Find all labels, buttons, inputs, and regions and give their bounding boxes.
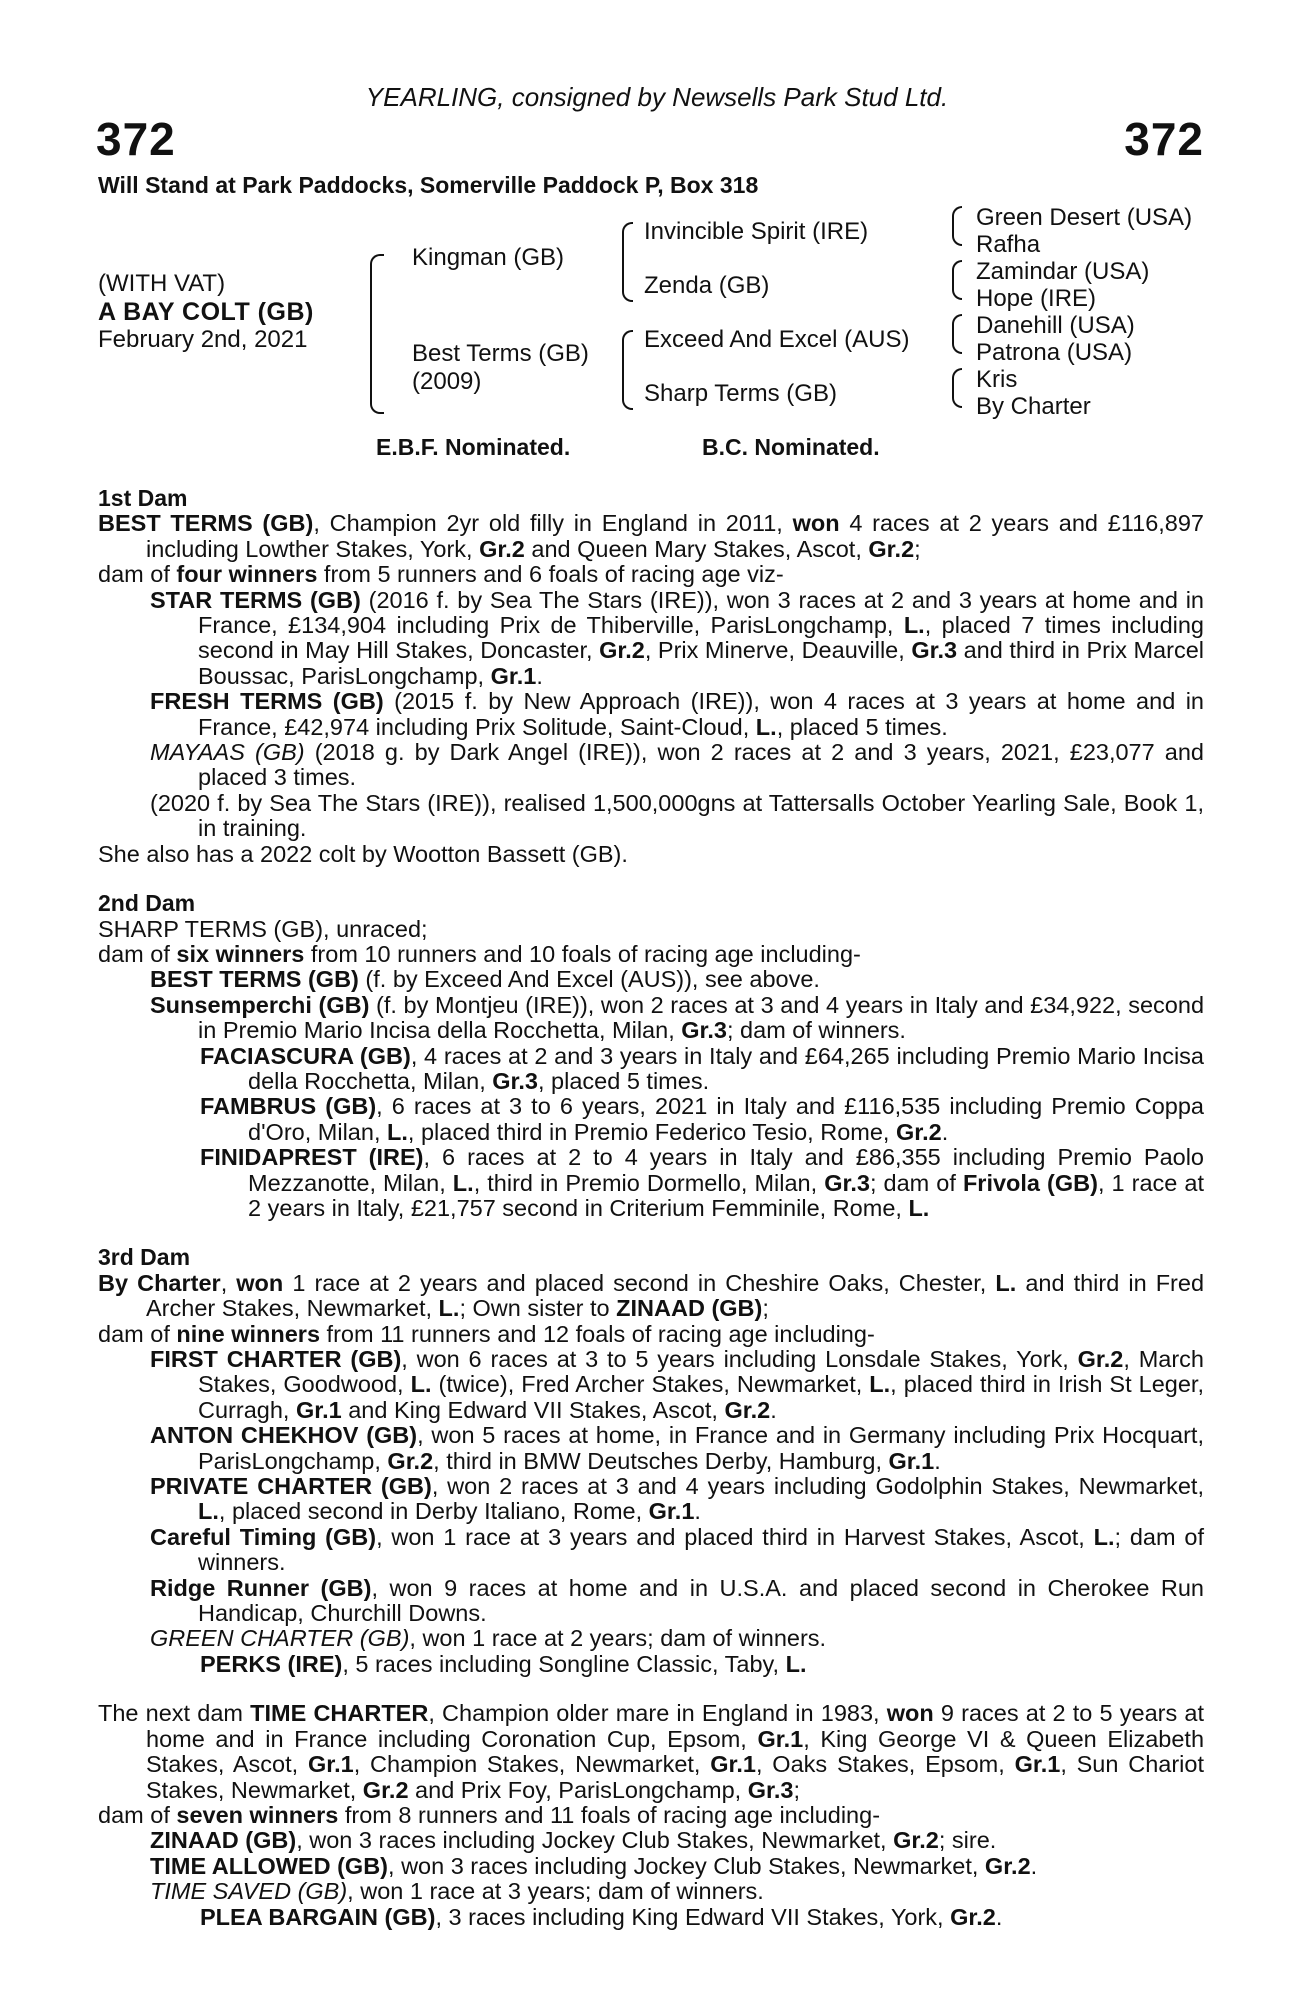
pedigree-sdd: Hope (IRE) xyxy=(976,285,1097,312)
pedigree-ddd: By Charter xyxy=(976,393,1091,420)
list-item: FAMBRUS (GB), 6 races at 3 to 6 years, 2021 in Italy and £116,535 including Premio Coppa d'Oro, Milan, L., placed third in Premio Federico Tesio, Rome, Gr.2. xyxy=(200,1093,1204,1145)
ebf-nomination: E.B.F. Nominated. xyxy=(376,434,571,460)
section-heading-2nd-dam: 2nd Dam xyxy=(98,890,196,917)
pedigree-dam-sire: Exceed And Excel (AUS) xyxy=(644,326,910,353)
section-heading-3rd-dam: 3rd Dam xyxy=(98,1244,191,1271)
pedigree-dss: Danehill (USA) xyxy=(976,312,1135,339)
pedigree-brace-dd xyxy=(952,368,962,408)
catalogue-body xyxy=(98,486,1204,1930)
section-heading-1st-dam: 1st Dam xyxy=(98,485,188,511)
foaling-date: February 2nd, 2021 xyxy=(98,326,308,353)
pedigree-dsd: Patrona (USA) xyxy=(976,339,1133,366)
pedigree-brace-dam xyxy=(622,330,633,410)
pedigree-dam-dam: Sharp Terms (GB) xyxy=(644,380,837,407)
list-item: Sunsemperchi (GB) (f. by Montjeu (IRE)), won 2 races at 3 and 4 years in Italy and £34,922, second in Premio Mario Incisa della Rocchetta, Milan, Gr.3; dam of winners. xyxy=(150,991,1205,1044)
list-item: PERKS (IRE), 5 races including Songline Classic, Taby, L. xyxy=(200,1650,807,1677)
list-item: FRESH TERMS (GB) (2015 f. by New Approach (IRE)), won 4 races at 3 years at home and in France, £42,974 including Prix Solitude, Saint-Cloud, L., placed 5 times. xyxy=(150,688,1204,740)
list-item: FIRST CHARTER (GB), won 6 races at 3 to 5 years including Lonsdale Stakes, York, Gr.2, March Stakes, Goodwood, L. (twice), Fred Archer Stakes, Newmarket, L., placed third in Irish St Leger, Curragh, Gr.1 and King Edward VII Stakes, Ascot, Gr.2. xyxy=(150,1346,1204,1423)
first-dam-produce-summary: dam of four winners from 5 runners and 6 foals of racing age viz- xyxy=(98,561,784,588)
list-item: ZINAAD (GB), won 3 races including Jockey Club Stakes, Newmarket, Gr.2; sire. xyxy=(150,1827,997,1854)
lot-number-left: 372 xyxy=(96,113,176,165)
pedigree-brace-sire xyxy=(622,222,633,302)
list-item: TIME SAVED (GB), won 1 race at 3 years; dam of winners. xyxy=(150,1878,764,1905)
next-dam-produce-summary: dam of seven winners from 8 runners and 11 foals of racing age including- xyxy=(98,1801,881,1828)
list-item: PRIVATE CHARTER (GB), won 2 races at 3 and 4 years including Godolphin Stakes, Newmarket, L., placed second in Derby Italiano, Rome, Gr.1. xyxy=(150,1473,1204,1525)
pedigree-dam-year: (2009) xyxy=(412,368,482,395)
pedigree-brace-ss xyxy=(952,206,962,246)
pedigree-dds: Kris xyxy=(976,366,1018,393)
list-item: FACIASCURA (GB), 4 races at 2 and 3 years in Italy and £64,265 including Premio Mario Incisa della Rocchetta, Milan, Gr.3, placed 5 times. xyxy=(200,1042,1204,1094)
bc-nomination: B.C. Nominated. xyxy=(702,434,880,460)
list-item: MAYAAS (GB) (2018 g. by Dark Angel (IRE)), won 2 races at 2 and 3 years, 2021, £23,077 and placed 3 times. xyxy=(150,739,1205,791)
first-dam-record: BEST TERMS (GB), Champion 2yr old filly in England in 2011, won 4 races at 2 years and £116,897 including Lowther Stakes, York, Gr.2 and Queen Mary Stakes, Ascot, Gr.2; xyxy=(98,510,1205,562)
second-dam-produce-summary: dam of six winners from 10 runners and 10 foals of racing age including- xyxy=(98,940,861,967)
vat-note: (WITH VAT) xyxy=(98,270,226,297)
pedigree-brace-main xyxy=(370,254,384,414)
horse-name: A BAY COLT (GB) xyxy=(98,298,314,326)
list-item: PLEA BARGAIN (GB), 3 races including King Edward VII Stakes, York, Gr.2. xyxy=(200,1903,1003,1930)
second-dam-record: SHARP TERMS (GB), unraced; xyxy=(98,915,428,942)
list-item: GREEN CHARTER (GB), won 1 race at 2 years; dam of winners. xyxy=(150,1625,827,1652)
third-dam-record: By Charter, won 1 race at 2 years and placed second in Cheshire Oaks, Chester, L. and third in Fred Archer Stakes, Newmarket, L.; Own sister to ZINAAD (GB); xyxy=(98,1269,1205,1322)
list-item: Careful Timing (GB), won 1 race at 3 years and placed third in Harvest Stakes, Ascot, L.; dam of winners. xyxy=(150,1523,1204,1576)
list-item: TIME ALLOWED (GB), won 3 races including Jockey Club Stakes, Newmarket, Gr.2. xyxy=(150,1852,1038,1879)
list-item: (2020 f. by Sea The Stars (IRE)), realised 1,500,000gns at Tattersalls October Yearling Sale, Book 1, in training. xyxy=(150,789,1204,842)
pedigree-sire: Kingman (GB) xyxy=(412,244,565,271)
list-item: STAR TERMS (GB) (2016 f. by Sea The Stars (IRE)), won 3 races at 2 and 3 years at home and in France, £134,904 including Prix de Thiberville, ParisLongchamp, L., placed 7 times including second in May Hill Stakes, Doncaster, Gr.2, Prix Minerve, Deauville, Gr.3 and third in Prix Marcel Boussac, ParisLongchamp, Gr.1. xyxy=(150,586,1205,689)
next-dam-record: The next dam TIME CHARTER, Champion older mare in England in 1983, won 9 races at 2 to 5 years at home and in France including Coronation Cup, Epsom, Gr.1, King George VI & Queen Elizabeth Stakes, Ascot, Gr.1, Champion Stakes, Newmarket, Gr.1, Oaks Stakes, Epsom, Gr.1, Sun Chariot Stakes, Newmarket, Gr.2 and Prix Foy, ParisLongchamp, Gr.3; xyxy=(98,1700,1205,1803)
pedigree-sss: Green Desert (USA) xyxy=(976,204,1193,231)
list-item: ANTON CHEKHOV (GB), won 5 races at home, in France and in Germany including Prix Hocquart, ParisLongchamp, Gr.2, third in BMW Deutsches Derby, Hamburg, Gr.1. xyxy=(150,1422,1204,1474)
list-item: BEST TERMS (GB) (f. by Exceed And Excel (AUS)), see above. xyxy=(150,966,820,993)
list-item: FINIDAPREST (IRE), 6 races at 2 to 4 years in Italy and £86,355 including Premio Paolo Mezzanotte, Milan, L., third in Premio Dormello, Milan, Gr.3; dam of Frivola (GB), 1 race at 2 years in Italy, £21,757 second in Criterium Femminile, Rome, L. xyxy=(200,1144,1205,1221)
pedigree-sire-sire: Invincible Spirit (IRE) xyxy=(644,218,869,245)
consignment-line: YEARLING, consigned by Newsells Park Stud Ltd. xyxy=(365,82,949,112)
pedigree-sire-dam: Zenda (GB) xyxy=(644,272,770,299)
third-dam-produce-summary: dam of nine winners from 11 runners and 12 foals of racing age including- xyxy=(98,1320,875,1347)
pedigree-sds: Zamindar (USA) xyxy=(976,258,1150,285)
pedigree-ssd: Rafha xyxy=(976,231,1041,258)
pedigree-dam: Best Terms (GB) xyxy=(412,340,589,367)
stand-location: Will Stand at Park Paddocks, Somerville Paddock P, Box 318 xyxy=(98,172,759,198)
pedigree-brace-ds xyxy=(952,314,962,354)
lot-number-right: 372 xyxy=(1124,113,1204,165)
list-item: Ridge Runner (GB), won 9 races at home and in U.S.A. and placed second in Cherokee Run Handicap, Churchill Downs. xyxy=(150,1574,1204,1627)
pedigree-brace-sd xyxy=(952,260,962,300)
first-dam-note: She also has a 2022 colt by Wootton Bassett (GB). xyxy=(98,840,628,867)
